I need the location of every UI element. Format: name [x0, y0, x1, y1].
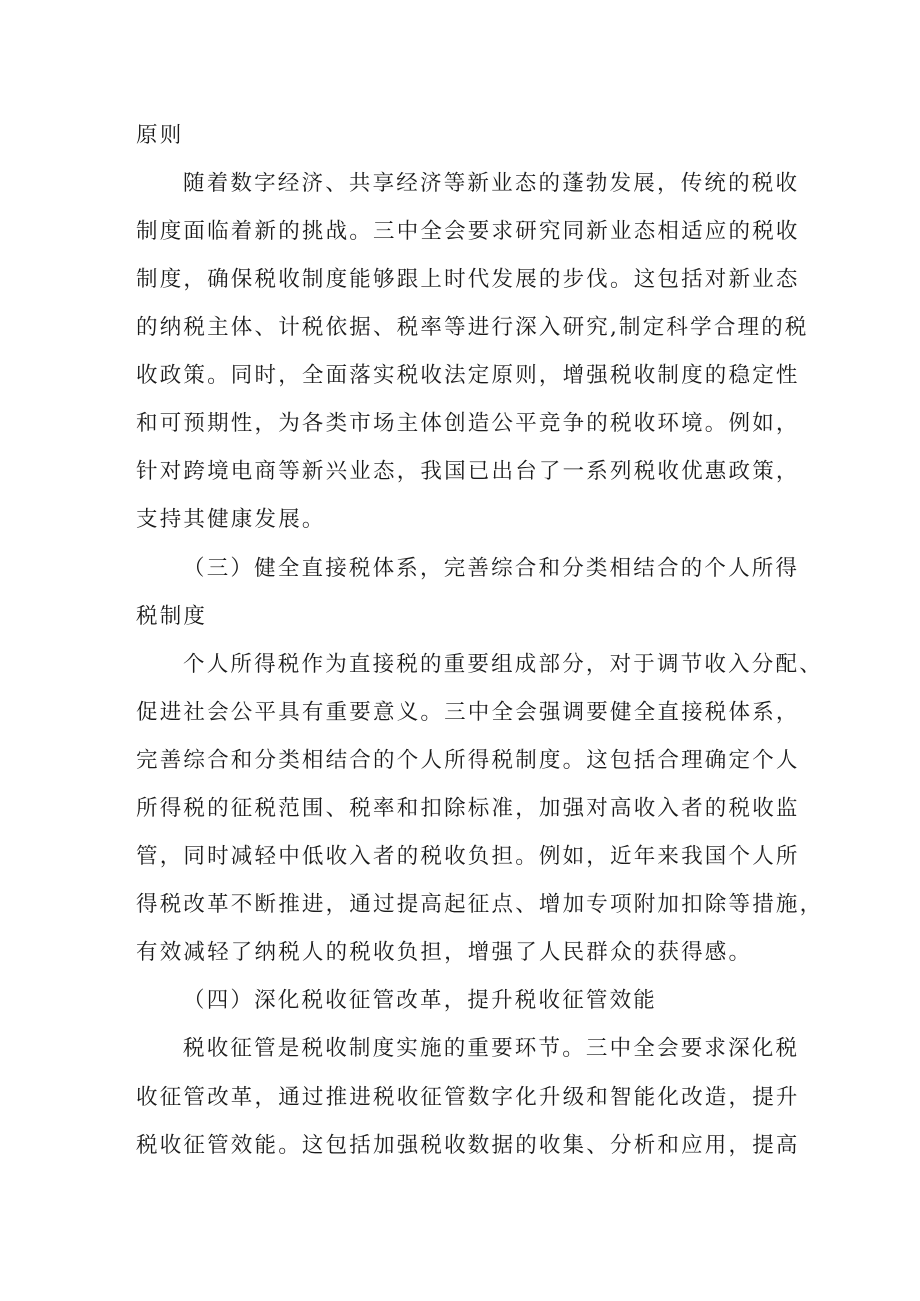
paragraph-first-line: 随着数字经济、共享经济等新业态的蓬勃发展，传统的税收 [183, 171, 800, 196]
paragraph-first-line: 个人所得税作为直接税的重要组成部分，对于调节收入分配、 [183, 652, 823, 677]
text-line: 收政策。同时，全面落实税收法定原则，增强税收制度的稳定性 [136, 363, 800, 388]
section-heading-continued: 税制度 [136, 604, 208, 629]
text-line: 促进社会公平具有重要意义。三中全会强调要健全直接税体系， [136, 700, 800, 725]
text-line: 的纳税主体、计税依据、税率等进行深入研究,制定科学合理的税 [136, 315, 809, 340]
text-line: 原则 [136, 123, 184, 148]
text-line: 有效减轻了纳税人的税收负担，增强了人民群众的获得感。 [136, 940, 753, 965]
text-line: 收征管改革，通过推进税收征管数字化升级和智能化改造，提升 [136, 1085, 800, 1110]
text-line: 管，同时减轻中低收入者的税收负担。例如，近年来我国个人所 [136, 844, 800, 869]
text-line: 税收征管效能。这包括加强税收数据的收集、分析和应用，提高 [136, 1133, 800, 1158]
text-line: 针对跨境电商等新兴业态，我国已出台了一系列税收优惠政策， [136, 459, 800, 484]
text-line: 完善综合和分类相结合的个人所得税制度。这包括合理确定个人 [136, 748, 800, 773]
text-line: 制度面临着新的挑战。三中全会要求研究同新业态相适应的税收 [136, 219, 800, 244]
text-line: 所得税的征税范围、税率和扣除标准，加强对高收入者的税收监 [136, 796, 800, 821]
text-line: 支持其健康发展。 [136, 507, 326, 532]
text-line: 和可预期性，为各类市场主体创造公平竞争的税收环境。例如， [136, 411, 800, 436]
text-line: 制度，确保税收制度能够跟上时代发展的步伐。这包括对新业态 [136, 267, 800, 292]
paragraph-first-line: 税收征管是税收制度实施的重要环节。三中全会要求深化税 [183, 1036, 800, 1061]
text-line: 得税改革不断推进，通过提高起征点、增加专项附加扣除等措施， [136, 892, 824, 917]
section-heading: （三）健全直接税体系，完善综合和分类相结合的个人所得 [183, 556, 800, 581]
section-heading: （四）深化税收征管改革，提升税收征管效能 [183, 988, 658, 1013]
